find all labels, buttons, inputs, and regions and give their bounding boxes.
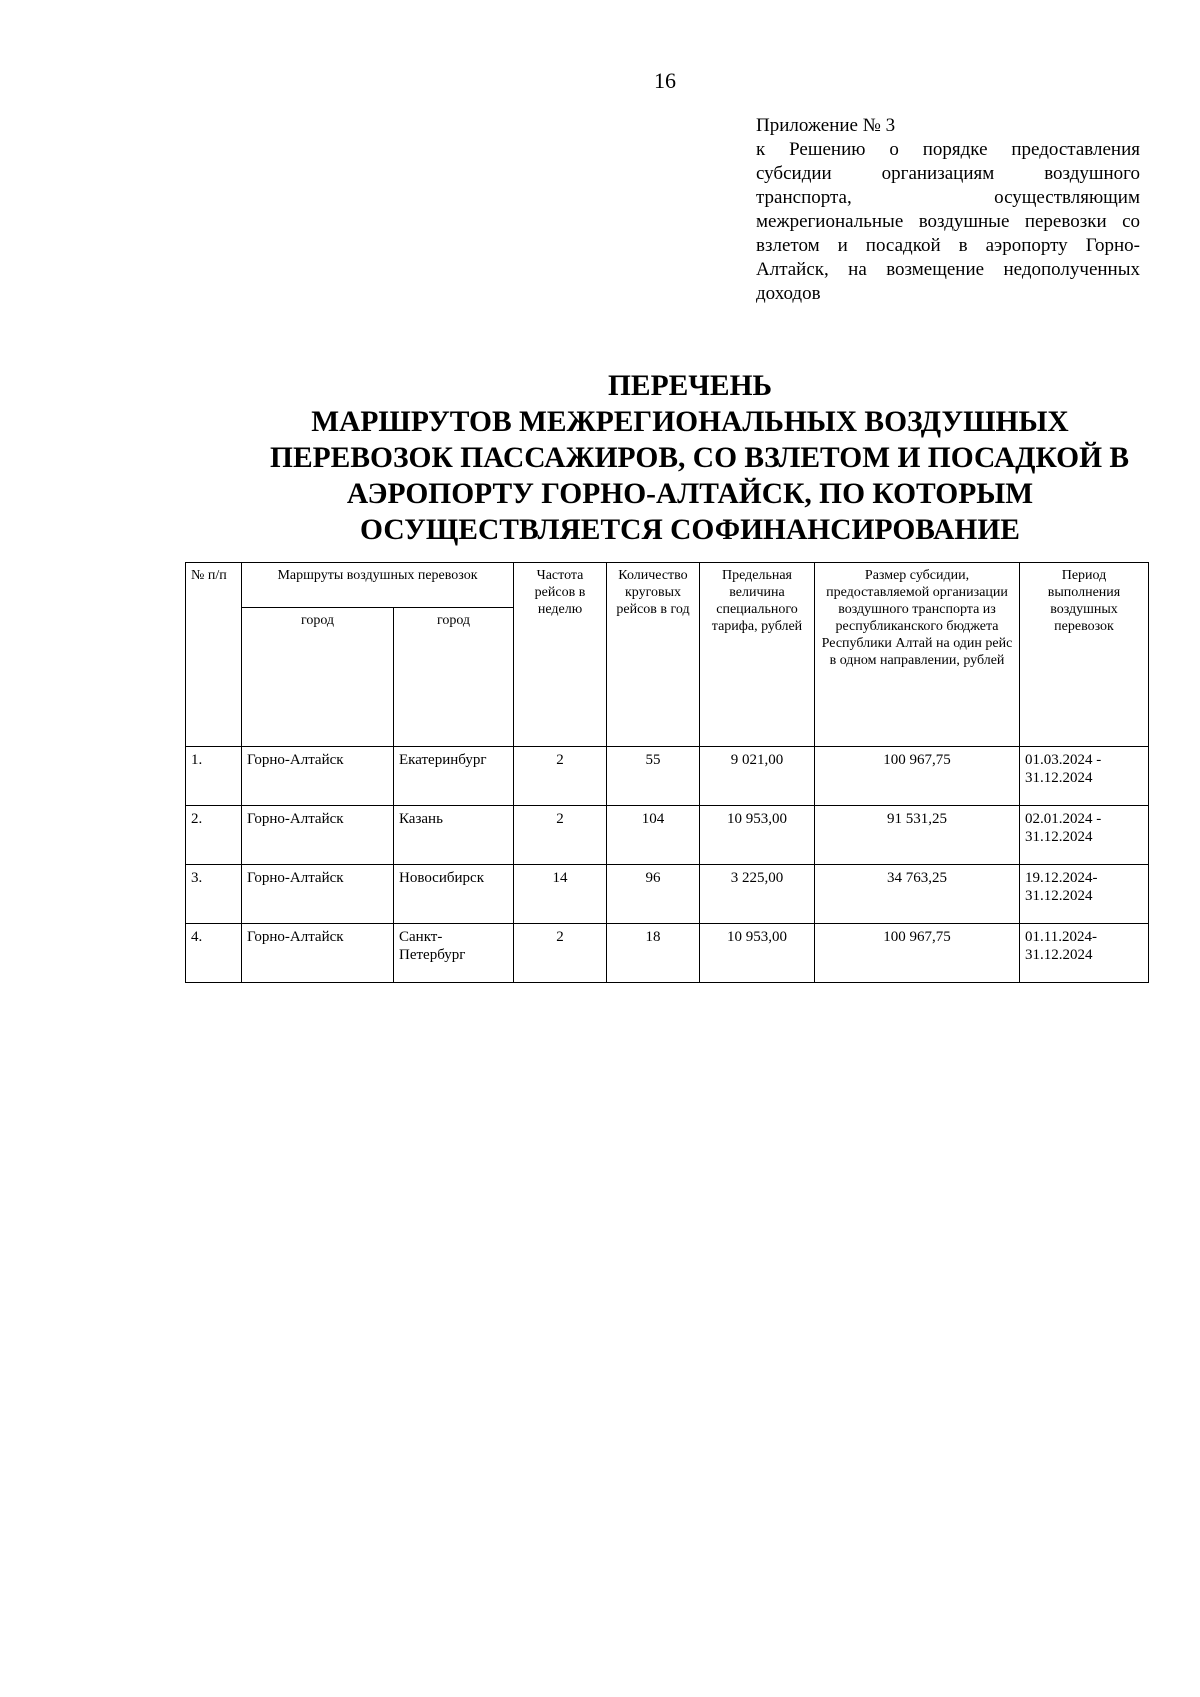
cell-subsidy: 91 531,25 (815, 806, 1020, 865)
header-subsidy: Размер субсидии, предоставляемой организации воздушного транспорта из республиканского бюджета Республики Алтай на один рейс в одном направлении, рублей (815, 563, 1020, 747)
header-num: № п/п (186, 563, 242, 747)
header-frequency: Частота рейсов в неделю (514, 563, 607, 747)
cell-num: 4. (186, 924, 242, 983)
title-line: ОСУЩЕСТВЛЯЕТСЯ СОФИНАНСИРОВАНИЕ (360, 514, 1020, 546)
cell-to: Екатеринбург (394, 747, 514, 806)
cell-num: 3. (186, 865, 242, 924)
table-row (186, 806, 1149, 865)
cell-round-trips: 104 (607, 806, 700, 865)
annex-header (756, 114, 1140, 306)
cell-from: Горно-Алтайск (242, 806, 394, 865)
cell-subsidy: 100 967,75 (815, 924, 1020, 983)
cell-tariff: 3 225,00 (700, 865, 815, 924)
header-period: Период выполнения воздушных перевозок (1020, 563, 1149, 747)
title-line: МАРШРУТОВ МЕЖРЕГИОНАЛЬНЫХ ВОЗДУШНЫХ (311, 406, 1069, 438)
header-city-from: город (242, 608, 394, 747)
table-row (186, 747, 1149, 806)
cell-round-trips: 18 (607, 924, 700, 983)
cell-to: Новосибирск (394, 865, 514, 924)
cell-round-trips: 96 (607, 865, 700, 924)
cell-to: Санкт-Петербург (394, 924, 514, 983)
title-line: ПЕРЕЧЕНЬ (607, 370, 773, 402)
cell-frequency: 2 (514, 924, 607, 983)
annex-body: к Решению о порядке предоставления субсидии организациям воздушного транспорта, осуществляющим межрегиональные воздушные перевозки со взлетом и посадкой в аэропорту Горно-Алтайск, на возмещение недополученных доходов (756, 139, 1140, 304)
header-routes: Маршруты воздушных перевозок (242, 563, 514, 608)
cell-period: 02.01.2024 - 31.12.2024 (1020, 806, 1149, 865)
annex-title: Приложение № 3 (756, 115, 896, 136)
table-row (186, 865, 1149, 924)
cell-tariff: 10 953,00 (700, 924, 815, 983)
cell-from: Горно-Алтайск (242, 747, 394, 806)
title-line: АЭРОПОРТУ ГОРНО-АЛТАЙСК, ПО КОТОРЫМ (346, 478, 1034, 510)
header-city-to: город (394, 608, 514, 747)
cell-tariff: 10 953,00 (700, 806, 815, 865)
table-row (186, 924, 1149, 983)
cell-frequency: 2 (514, 747, 607, 806)
document-title (270, 368, 1130, 548)
cell-round-trips: 55 (607, 747, 700, 806)
cell-subsidy: 100 967,75 (815, 747, 1020, 806)
header-round-trips: Количество круговых рейсов в год (607, 563, 700, 747)
cell-frequency: 2 (514, 806, 607, 865)
cell-period: 01.03.2024 - 31.12.2024 (1020, 747, 1149, 806)
routes-table (185, 562, 1149, 983)
cell-num: 1. (186, 747, 242, 806)
page-number: 16 (654, 68, 676, 93)
cell-from: Горно-Алтайск (242, 865, 394, 924)
cell-frequency: 14 (514, 865, 607, 924)
cell-from: Горно-Алтайск (242, 924, 394, 983)
cell-tariff: 9 021,00 (700, 747, 815, 806)
header-tariff: Предельная величина специального тарифа, рублей (700, 563, 815, 747)
cell-period: 01.11.2024-31.12.2024 (1020, 924, 1149, 983)
title-line: ПЕРЕВОЗОК ПАССАЖИРОВ, СО ВЗЛЕТОМ И ПОСАДКОЙ В (270, 442, 1130, 474)
cell-period: 19.12.2024-31.12.2024 (1020, 865, 1149, 924)
cell-num: 2. (186, 806, 242, 865)
cell-to: Казань (394, 806, 514, 865)
cell-subsidy: 34 763,25 (815, 865, 1020, 924)
